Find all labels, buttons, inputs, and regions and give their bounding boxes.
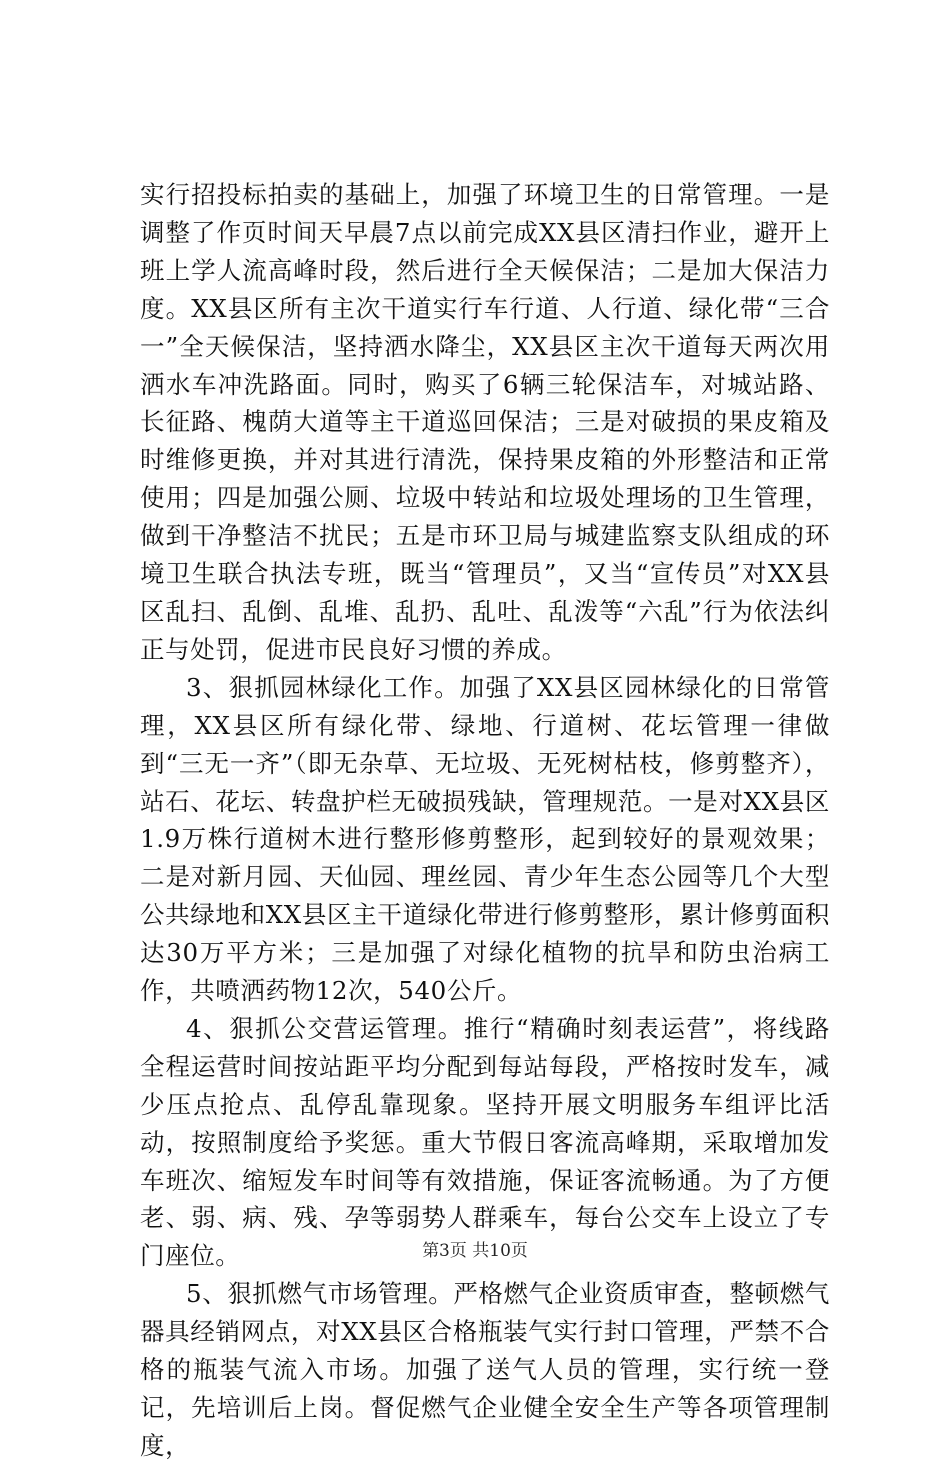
document-body xyxy=(140,176,830,1465)
paragraph-gas-market: 5、狠抓燃气市场管理。严格燃气企业资质审查，整顿燃气器具经销网点，对XX县区合格瓶装气实行封口管理，严禁不合格的瓶装气流入市场。加强了送气人员的管理，实行统一登记，先培训后上岗。督促燃气企业健全安全生产等各项管理制度， xyxy=(140,1279,830,1460)
paragraph-public-transit: 4、狠抓公交营运管理。推行“精确时刻表运营”，将线路全程运营时间按站距平均分配到每站每段，严格按时发车，减少压点抢点、乱停乱靠现象。坚持开展文明服务车组评比活动，按照制度给予奖惩。重大节假日客流高峰期，采取增加发车班次、缩短发车时间等有效措施，保证客流畅通。为了方便老、弱、病、残、孕等弱势人群乘车，每台公交车上设立了专门座位。 xyxy=(140,1013,830,1271)
paragraph-sanitation: 实行招投标拍卖的基础上，加强了环境卫生的日常管理。一是调整了作页时间天早晨7点以前完成XX县区清扫作业，避开上班上学人流高峰时段，然后进行全天候保洁；二是加大保洁力度。XX县区所有主次干道实行车行道、人行道、绿化带“三合一”全天候保洁，坚持洒水降尘，XX县区主次干道每天两次用洒水车冲洗路面。同时，购买了6辆三轮保洁车，对城站路、长征路、槐荫大道等主干道巡回保洁；三是对破损的果皮箱及时维修更换，并对其进行清洗，保持果皮箱的外形整洁和正常使用；四是加强公厕、垃圾中转站和垃圾处理场的卫生管理，做到干净整洁不扰民；五是市环卫局与城建监察支队组成的环境卫生联合执法专班，既当“管理员”，又当“宣传员”对XX县区乱扫、乱倒、乱堆、乱扔、乱吐、乱泼等“六乱”行为依法纠正与处罚，促进市民良好习惯的养成。 xyxy=(140,180,830,664)
page-number: 第3页 共10页 xyxy=(422,1241,528,1261)
paragraph-landscaping: 3、狠抓园林绿化工作。加强了XX县区园林绿化的日常管理，XX县区所有绿化带、绿地、行道树、花坛管理一律做到“三无一齐”（即无杂草、无垃圾、无死树枯枝，修剪整齐），站石、花坛、转盘护栏无破损残缺，管理规范。一是对XX县区1.9万株行道树木进行整形修剪整形，起到较好的景观效果；二是对新月园、天仙园、理丝园、青少年生态公园等几个大型公共绿地和XX县区主干道绿化带进行修剪整形，累计修剪面积达30万平方米；三是加强了对绿化植物的抗旱和防虫治病工作，共喷洒药物12次，540公斤。 xyxy=(140,672,830,1006)
page-footer xyxy=(0,1240,950,1262)
